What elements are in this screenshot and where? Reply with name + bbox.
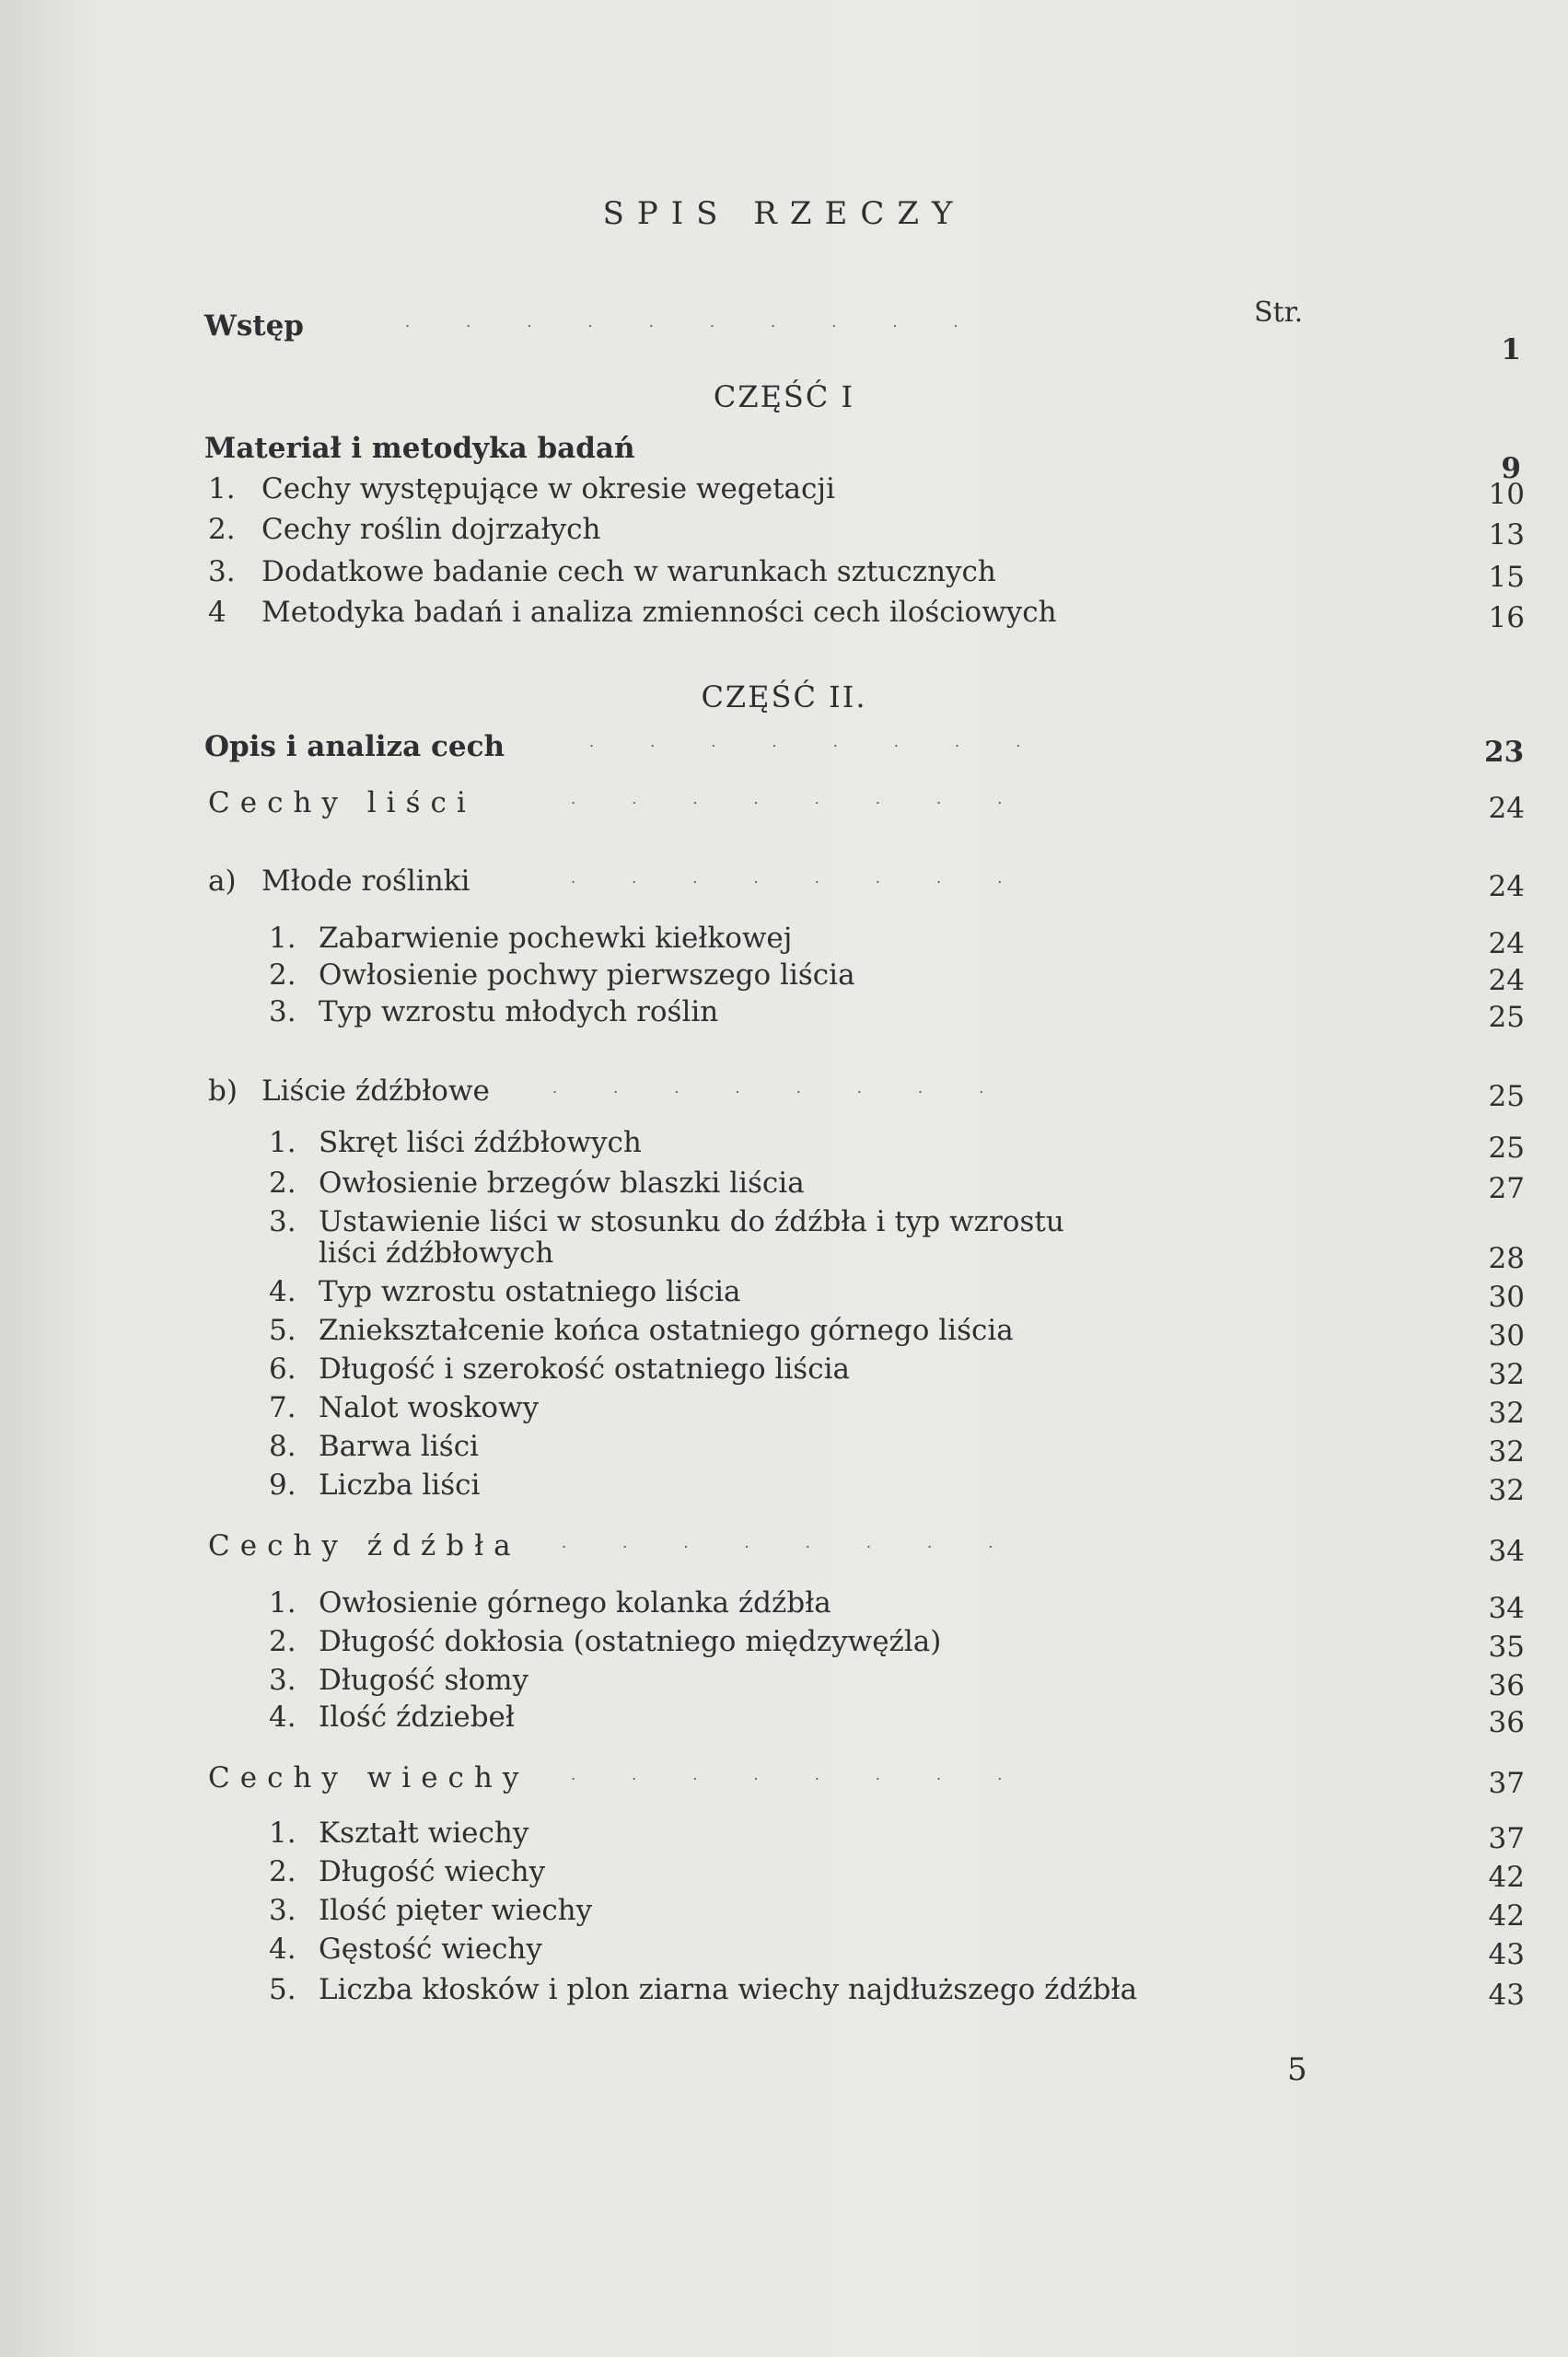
toc-entry-number: 5.	[269, 1314, 296, 1347]
toc-page-number: 10	[1488, 478, 1525, 511]
toc-entry-title: Dodatkowe badanie cech w warunkach sztucznych	[261, 555, 996, 588]
toc-page-number: 24	[1488, 870, 1525, 903]
toc-page-number: 9	[1501, 452, 1521, 485]
toc-entry-number: 1.	[269, 1586, 296, 1620]
toc-page-number: 42	[1488, 1861, 1525, 1894]
toc-entry-title: Skręt liści źdźbłowych	[319, 1126, 642, 1159]
toc-entry-title: Długość słomy	[319, 1664, 529, 1697]
toc-section-heading	[204, 429, 1521, 485]
toc-page-number: 37	[1488, 1822, 1525, 1855]
toc-entry	[269, 1272, 1525, 1314]
toc-page-number: 27	[1488, 1172, 1525, 1205]
dot-leader: . . . . . . . .	[571, 790, 1028, 807]
toc-entry-continuation	[269, 1234, 1525, 1275]
toc-page-number: 32	[1488, 1435, 1525, 1469]
dot-leader: . . . . . . . .	[552, 1079, 1010, 1097]
toc-page-number: 34	[1488, 1592, 1525, 1625]
toc-entry-title: Długość dokłosia (ostatniego międzywęźla)	[319, 1625, 942, 1658]
toc-entry	[208, 593, 1525, 634]
toc-entry-number: a)	[208, 865, 237, 898]
toc-entry	[269, 1350, 1525, 1391]
toc-entry-title: Ustawienie liści w stosunku do źdźbła i typ wzrostu	[319, 1205, 1064, 1238]
toc-entry-title: Młode roślinki	[261, 865, 470, 898]
toc-entry-number: 2.	[269, 1855, 296, 1888]
toc-entry	[269, 1123, 1525, 1165]
toc-entry-number: b)	[208, 1074, 238, 1108]
toc-page-number: 15	[1488, 561, 1525, 594]
toc-entry	[269, 1970, 1525, 2012]
toc-page-number: 28	[1488, 1242, 1525, 1275]
toc-entry	[269, 956, 1525, 997]
folio-page-number: 5	[1287, 2051, 1307, 2088]
toc-entry-title: Typ wzrostu ostatniego liścia	[319, 1275, 741, 1308]
toc-entry-number: 1.	[269, 922, 296, 955]
toc-entry-title: Gęstość wiechy	[319, 1933, 542, 1966]
toc-page-number: 36	[1488, 1706, 1525, 1739]
page-title: SPIS RZECZY	[602, 195, 966, 232]
toc-entry-title: Metodyka badań i analiza zmienności cech ilościowych	[261, 596, 1057, 629]
toc-entry-title: Opis i analiza cech	[204, 730, 505, 763]
toc-entry-title: Materiał i metodyka badań	[204, 432, 635, 465]
toc-entry-number: 4	[208, 596, 226, 629]
toc-entry-number: 2.	[269, 1625, 296, 1658]
toc-entry	[269, 1814, 1525, 1855]
toc-entry-title: Cechy liści	[208, 786, 476, 819]
toc-entry-title: liści źdźbłowych	[319, 1237, 554, 1270]
toc-entry-number: 6.	[269, 1353, 296, 1386]
toc-entry-number: 2.	[269, 958, 296, 992]
toc-entry-title: Cechy roślin dojrzałych	[261, 513, 601, 546]
toc-entry-title: Nalot woskowy	[319, 1391, 540, 1424]
toc-page-number: 36	[1488, 1669, 1525, 1702]
toc-entry-title: Ilość pięter wiechy	[319, 1894, 593, 1927]
toc-entry	[208, 510, 1525, 552]
toc-page-number: 30	[1488, 1319, 1525, 1353]
toc-page-number: 37	[1488, 1767, 1525, 1800]
toc-entry	[269, 1622, 1525, 1664]
toc-page-number: 32	[1488, 1474, 1525, 1507]
toc-entry-number: 4.	[269, 1275, 296, 1308]
toc-entry-title: Owłosienie górnego kolanka źdźbła	[319, 1586, 831, 1620]
dot-leader: . . . . . . . . . .	[405, 313, 984, 331]
toc-page-number: 32	[1488, 1397, 1525, 1430]
toc-entry-number: 5.	[269, 1973, 296, 2006]
toc-entry-title: Liczba liści	[319, 1469, 481, 1502]
toc-entry	[269, 1852, 1525, 1894]
toc-page-number: 43	[1488, 1938, 1525, 1971]
dot-leader: . . . . . . . .	[571, 1766, 1028, 1783]
toc-entry	[269, 1698, 1525, 1739]
toc-page-number: 35	[1488, 1631, 1525, 1664]
toc-entry	[269, 1891, 1525, 1933]
toc-page-number: 24	[1488, 927, 1525, 960]
toc-entry	[269, 1311, 1525, 1353]
toc-entry	[269, 1388, 1525, 1430]
toc-entry	[208, 470, 1525, 511]
toc-entry-number: 8.	[269, 1430, 296, 1463]
toc-entry-number: 2.	[208, 513, 236, 546]
toc-page-number: 13	[1488, 518, 1525, 552]
toc-entry-number: 1.	[269, 1126, 296, 1159]
toc-page-number: 25	[1488, 1001, 1525, 1034]
toc-entry-number: 4.	[269, 1701, 296, 1734]
toc-entry	[269, 1466, 1525, 1507]
toc-page-number: 25	[1488, 1080, 1525, 1113]
toc-page-number: 42	[1488, 1899, 1525, 1933]
toc-entry-number: 3.	[208, 555, 236, 588]
toc-entry-number: 1.	[269, 1817, 296, 1850]
toc-entry-number: 7.	[269, 1391, 296, 1424]
toc-page-number: 1	[1501, 333, 1521, 366]
toc-entry-number: 3.	[269, 1205, 296, 1238]
toc-entry-title: Zabarwienie pochewki kiełkowej	[319, 922, 793, 955]
toc-entry-title: Barwa liści	[319, 1430, 479, 1463]
toc-entry-title: Długość wiechy	[319, 1855, 546, 1888]
toc-entry-title: Cechy występujące w okresie wegetacji	[261, 472, 835, 505]
toc-entry-number: 4.	[269, 1933, 296, 1966]
dot-leader: . . . . . . . .	[562, 1534, 1019, 1551]
toc-page-number: 16	[1488, 601, 1525, 634]
toc-entry	[208, 552, 1525, 594]
toc-page-number: 34	[1488, 1535, 1525, 1568]
toc-entry-title: Zniekształcenie końca ostatniego górnego liścia	[319, 1314, 1014, 1347]
toc-entry-title: Liczba kłosków i plon ziarna wiechy najdłuższego źdźbła	[319, 1973, 1138, 2006]
toc-entry	[269, 1584, 1525, 1625]
toc-page-number: 30	[1488, 1281, 1525, 1314]
toc-page-number: 24	[1488, 792, 1525, 825]
toc-page-number: 32	[1488, 1358, 1525, 1391]
dot-leader: . . . . . . . .	[589, 733, 1047, 750]
toc-entry-number: 3.	[269, 995, 296, 1028]
toc-page-number: 43	[1488, 1979, 1525, 2012]
toc-entry-title: Cechy wiechy	[208, 1761, 529, 1794]
toc-entry-title: Liście źdźbłowe	[261, 1074, 490, 1108]
toc-entry	[269, 919, 1525, 960]
toc-entry-number: 2.	[269, 1167, 296, 1200]
toc-entry-title: Cechy źdźbła	[208, 1529, 521, 1562]
toc-page-number: 24	[1488, 964, 1525, 997]
toc-page-number: 23	[1484, 736, 1525, 769]
part-heading-1: CZĘŚĆ I	[713, 379, 855, 414]
dot-leader: . . . . . . . .	[571, 869, 1028, 887]
toc-page-number: 25	[1488, 1132, 1525, 1165]
toc-entry	[269, 1661, 1525, 1702]
page-column-label: Str.	[1254, 296, 1304, 329]
toc-entry-title: Owłosienie brzegów blaszki liścia	[319, 1167, 805, 1200]
toc-entry-number: 3.	[269, 1664, 296, 1697]
toc-entry	[269, 1930, 1525, 1971]
toc-entry	[269, 1164, 1525, 1205]
toc-entry-number: 1.	[208, 472, 236, 505]
toc-entry-number: 9.	[269, 1469, 296, 1502]
toc-entry-number: 3.	[269, 1894, 296, 1927]
toc-entry-title: Kształt wiechy	[319, 1817, 529, 1850]
toc-entry-title: Długość i szerokość ostatniego liścia	[319, 1353, 850, 1386]
toc-entry-title: Typ wzrostu młodych roślin	[319, 995, 719, 1028]
toc-entry	[269, 1427, 1525, 1469]
part-heading-2: CZĘŚĆ II.	[701, 679, 867, 714]
toc-entry-title: Owłosienie pochwy pierwszego liścia	[319, 958, 855, 992]
toc-entry-title: Ilość ździebeł	[319, 1701, 515, 1734]
toc-entry	[269, 993, 1525, 1034]
toc-entry-title: Wstęp	[204, 309, 304, 343]
